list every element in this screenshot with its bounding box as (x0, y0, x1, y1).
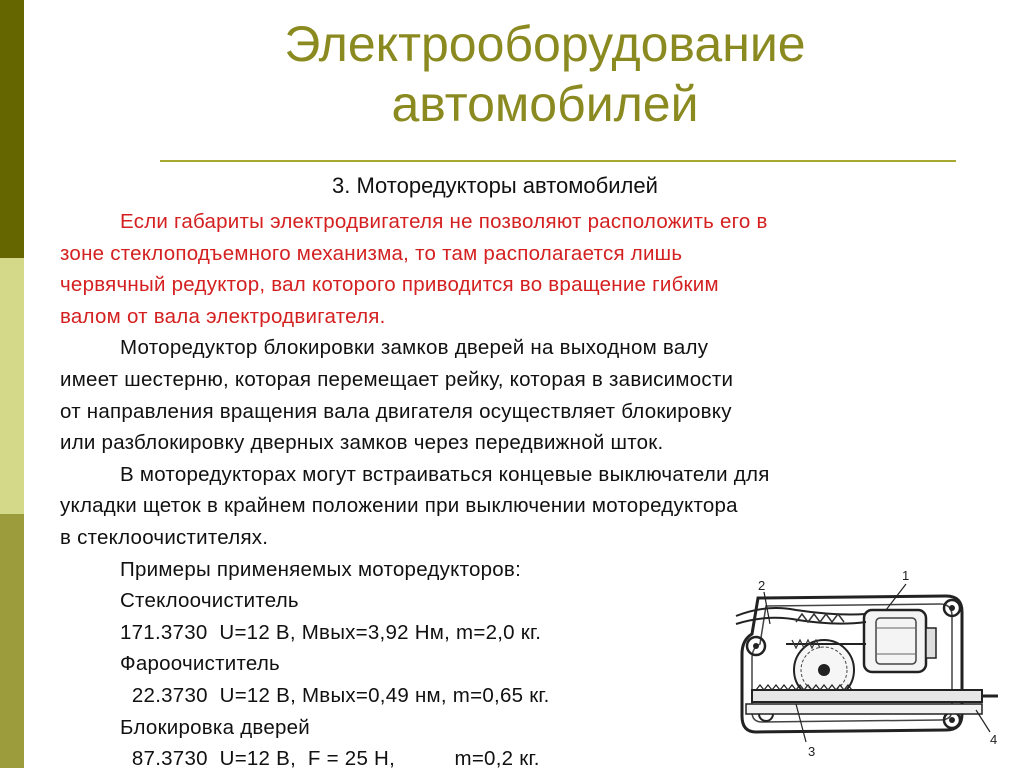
slide-subtitle: 3. Моторедукторы автомобилей (332, 173, 658, 198)
example-spec: 87.3730 U=12 В, F = 25 Н, m=0,2 кг. (120, 747, 540, 771)
title-divider (160, 160, 956, 162)
diagram-label-2: 2 (758, 578, 766, 593)
text-line: червячный редуктор, вал которого приводится во вращение гибким (60, 273, 719, 297)
sidebar-segment-mid (0, 514, 24, 768)
text-line: В моторедукторах могут встраиваться концевые выключатели для (120, 462, 770, 486)
example-name: Блокировка дверей (120, 715, 310, 739)
sidebar-segment-light (0, 258, 24, 514)
slide-title: Электрооборудование автомобилей (284, 16, 806, 132)
text-line: от направления вращения вала двигателя осуществляет блокировку (60, 399, 732, 423)
sidebar-segment-dark (0, 0, 24, 258)
diagram-label-3: 3 (808, 744, 816, 759)
text-line: валом от вала электродвигателя. (60, 304, 386, 328)
paragraph-intro (60, 206, 1010, 332)
paragraph-door-lock (60, 332, 1010, 458)
example-name: Фароочиститель (120, 652, 280, 676)
text-line: Моторедуктор блокировки замков дверей на выходном валу (120, 336, 709, 360)
examples-heading: Примеры применяемых моторедукторов: (120, 557, 522, 581)
example-name: Стеклоочиститель (120, 589, 299, 613)
text-line: имеет шестерню, которая перемещает рейку, которая в зависимости (60, 367, 734, 391)
example-spec: 22.3730 U=12 В, Мвых=0,49 нм, m=0,65 кг. (120, 683, 550, 707)
sidebar-decoration (0, 0, 24, 768)
diagram-label-4: 4 (990, 732, 998, 747)
text-line: в стеклоочистителях. (60, 525, 269, 549)
text-line: зоне стеклоподъемного механизма, то там располагается лишь (60, 241, 683, 265)
text-line: или разблокировку дверных замков через передвижной шток. (60, 431, 664, 455)
text-line: Если габариты электродвигателя не позволяют расположить его в (120, 210, 768, 233)
paragraph-limit-switch (60, 459, 1010, 554)
motor-reducer-diagram (726, 564, 1024, 768)
text-line: укладки щеток в крайнем положении при выключении моторедуктора (60, 494, 738, 518)
example-spec: 171.3730 U=12 В, Мвых=3,92 Нм, m=2,0 кг. (120, 620, 542, 644)
diagram-label-1: 1 (902, 568, 910, 583)
